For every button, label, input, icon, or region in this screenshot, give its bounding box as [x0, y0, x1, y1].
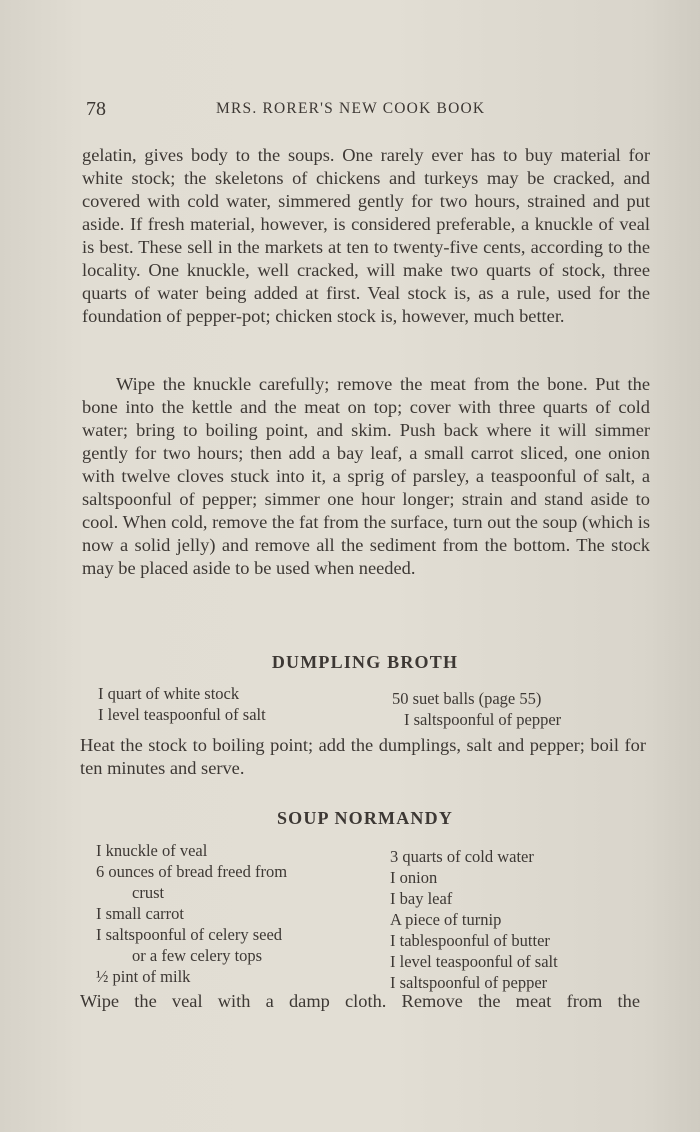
normandy-ingredients-left	[96, 840, 287, 987]
running-header	[86, 98, 656, 124]
dumpling-ingredients-right	[392, 688, 561, 730]
ingredient-line: I onion	[390, 868, 438, 887]
recipe-title-dumpling-broth: DUMPLING BROTH	[271, 652, 459, 672]
ingredient-line: I quart of white stock	[98, 684, 240, 703]
paragraph-white-stock: gelatin, gives body to the soups. One rarely ever has to buy material for white stock; the skeletons of chickens and turkeys may be cracked, and covered with cold water, simmered gently for two hours, strained and put aside. If fresh material, however, is considered preferable, a knuckle of veal is best. These sell in the markets at ten to twenty-five cents, according to the locality. One knuckle, well cracked, will make two quarts of stock, three quarts of water being added at first. Veal stock is, as a rule, used for the foundation of pepper-pot; chicken stock is, however, much better.	[82, 145, 650, 326]
ingredient-line: I tablespoonful of butter	[390, 931, 550, 950]
ingredient-line-continued: crust	[132, 883, 165, 902]
dumpling-method: Heat the stock to boiling point; add the dumplings, salt and pepper; boil for ten minutes and serve.	[80, 735, 646, 778]
ingredient-line-continued: or a few celery tops	[132, 946, 263, 965]
ingredient-line: A piece of turnip	[390, 910, 502, 929]
ingredient-line: I level teaspoonful of salt	[390, 952, 558, 971]
ingredient-line: I level teaspoonful of salt	[98, 705, 266, 724]
ingredient-line: I knuckle of veal	[96, 841, 208, 860]
recipe-title-soup-normandy: SOUP NORMANDY	[276, 808, 454, 828]
ingredient-line: 3 quarts of cold water	[390, 847, 534, 866]
paragraph-knuckle-method: Wipe the knuckle carefully; remove the meat from the bone. Put the bone into the kettle and the meat on top; cover with three quarts of cold water; bring to boiling point, and skim. Push back where it will simmer gently for two hours; then add a bay leaf, a small carrot sliced, one onion with twelve cloves stuck into it, a sprig of parsley, a teaspoonful of salt, a saltspoonful of pepper; simmer one hour longer; strain and stand aside to cool. When cold, remove the fat from the surface, turn out the soup (which is now a solid jelly) and remove all the sediment from the bottom. The stock may be placed aside to be used when needed.	[82, 374, 650, 578]
ingredient-line: I small carrot	[96, 904, 184, 923]
ingredient-line: 6 ounces of bread freed from	[96, 862, 288, 881]
ingredient-line: I saltspoonful of celery seed	[96, 925, 283, 944]
ingredient-line: ½ pint of milk	[96, 967, 191, 986]
running-title: MRS. RORER'S NEW COOK BOOK	[216, 100, 486, 117]
normandy-ingredients-right	[390, 846, 558, 993]
page-number: 78	[86, 98, 106, 120]
ingredient-line: I saltspoonful of pepper	[404, 710, 562, 729]
ingredient-line: I bay leaf	[390, 889, 453, 908]
dumpling-ingredients-left	[98, 683, 266, 725]
ingredient-line: 50 suet balls (page 55)	[392, 689, 542, 708]
ingredient-line: I saltspoonful of pepper	[390, 973, 548, 992]
normandy-method-start: Wipe the veal with a damp cloth. Remove the meat from the	[80, 991, 640, 1011]
